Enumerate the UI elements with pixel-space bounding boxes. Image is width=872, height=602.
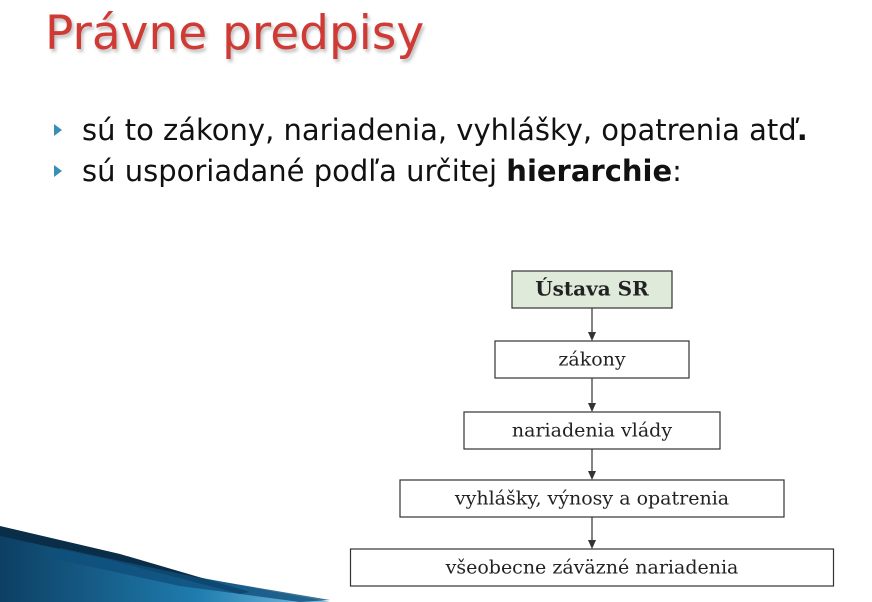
arrow-down-icon <box>588 540 596 549</box>
hierarchy-level <box>512 271 672 308</box>
corner-decoration <box>0 520 330 602</box>
triangle-bullet-icon <box>54 165 62 177</box>
bullet-text: sú usporiadané podľa určitej <box>82 154 507 188</box>
bullet-text-end: : <box>672 154 682 188</box>
hierarchy-label: Ústava SR <box>535 276 649 301</box>
hierarchy-diagram <box>340 262 840 594</box>
bullet-bold-word: hierarchie <box>506 154 673 188</box>
hierarchy-level <box>495 341 689 378</box>
bullet-item <box>52 110 842 151</box>
triangle-bullet-icon <box>54 124 62 136</box>
arrow-down-icon <box>588 332 596 341</box>
hierarchy-level <box>464 412 720 449</box>
hierarchy-label: vyhlášky, výnosy a opatrenia <box>454 487 730 510</box>
hierarchy-level <box>400 480 784 517</box>
slide-title: Právne predpisy <box>45 6 425 61</box>
arrow-down-icon <box>588 471 596 480</box>
arrow-down-icon <box>588 403 596 412</box>
bullet-item <box>52 151 842 192</box>
hierarchy-label: zákony <box>558 348 626 371</box>
bullet-text: sú to zákony, nariadenia, vyhlášky, opatrenia atď <box>82 113 797 147</box>
bullet-text-end: . <box>796 113 808 147</box>
hierarchy-label: nariadenia vlády <box>511 419 673 442</box>
bullet-list <box>52 110 842 192</box>
hierarchy-label: všeobecne záväzné nariadenia <box>445 556 739 579</box>
hierarchy-level <box>351 549 834 586</box>
